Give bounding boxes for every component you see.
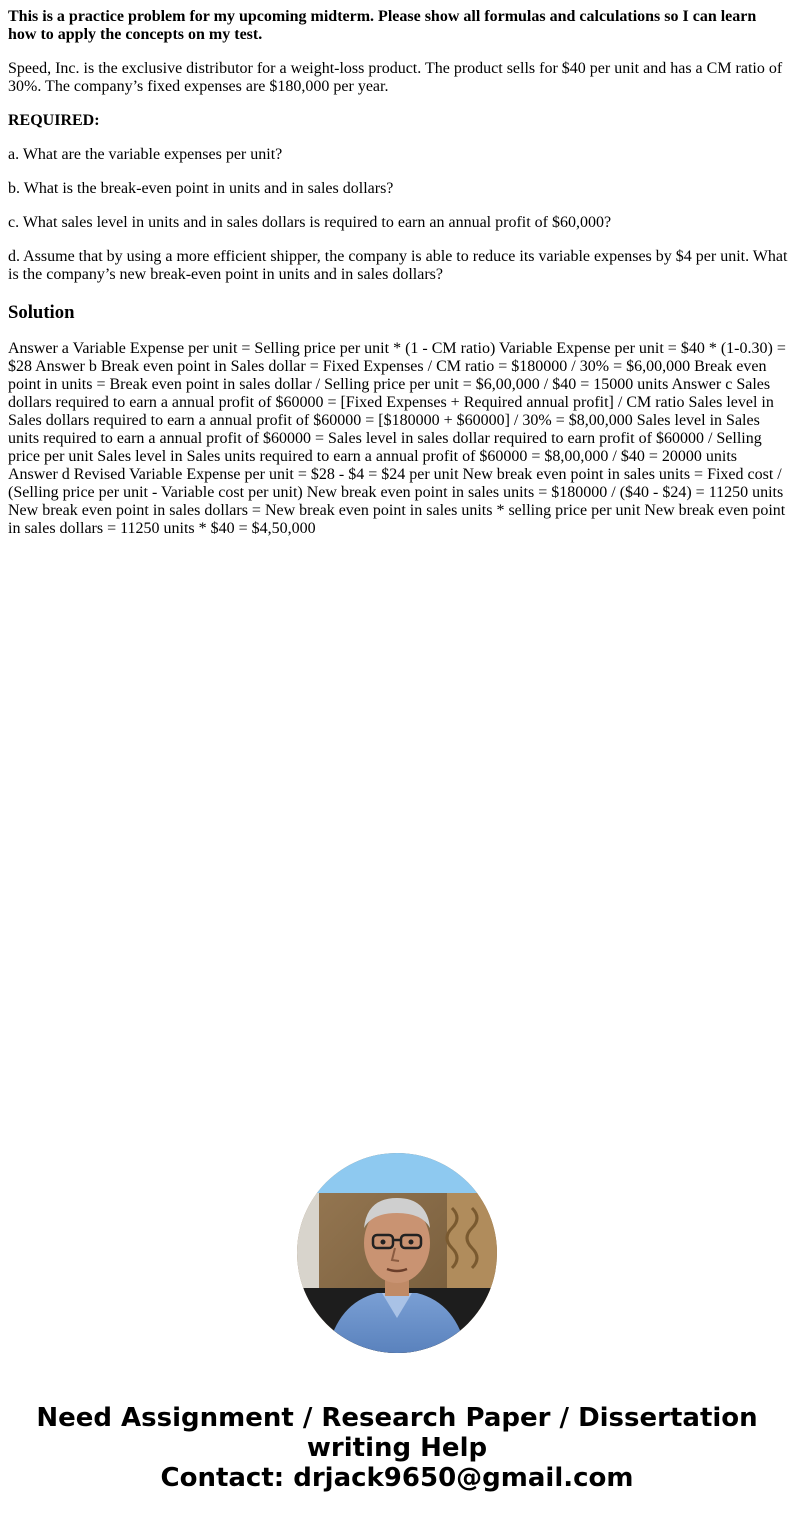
question-part-d: d. Assume that by using a more efficient shipper, the company is able to reduce its variable expenses by $4 per unit. What is the company’s new break-even point in units and in sales dollars? bbox=[8, 248, 788, 283]
tutor-photo-icon bbox=[297, 1153, 497, 1353]
question-content bbox=[8, 8, 788, 554]
promo-line-2: writing Help bbox=[306, 1433, 488, 1463]
solution-body: Answer a Variable Expense per unit = Selling price per unit * (1 - CM ratio) Variable Expense per unit = $40 * (1-0.30) = $28 Answer b Break even point in Sales dollar = Fixed Expenses / CM ratio = $180000 / 30% = $6,00,000 Break even point in units = Break even point in sales dollar / Selling price per unit = $6,00,000 / $40 = 15000 units Answer c Sales dollars required to earn a annual profit of $60000 = [Fixed Expenses + Required annual profit] / CM ratio Sales level in Sales dollars required to earn a annual profit of $60000 = [$180000 + $60000] / 30% = $8,00,000 Sales level in Sales units required to earn a annual profit of $60000 = Sales level in sales dollar required to earn profit of $60000 / Selling price per unit Sales level in Sales units required to earn a annual profit of $60000 = $8,00,000 / $40 = 20000 units Answer d Revised Variable Expense per unit = $28 - $4 = $24 per unit New break even point in sales units = Fixed cost / (Selling price per unit - Variable cost per unit) New break even point in sales units = $180000 / ($40 - $24) = 11250 units New break even point in sales dollars = New break even point in sales units * selling price per unit New break even point in sales dollars = 11250 units * $40 = $4,50,000 bbox=[8, 340, 786, 537]
question-part-a: a. What are the variable expenses per unit? bbox=[8, 146, 283, 163]
promo-contact: Contact: drjack9650@gmail.com bbox=[160, 1463, 634, 1493]
tutor-avatar bbox=[297, 1153, 497, 1353]
required-label: REQUIRED: bbox=[8, 112, 100, 129]
promo-line-1: Need Assignment / Research Paper / Dissertation bbox=[36, 1403, 758, 1433]
question-intro: This is a practice problem for my upcoming midterm. Please show all formulas and calculations so I can learn how to apply the concepts on my test. bbox=[8, 8, 757, 43]
solution-heading: Solution bbox=[8, 302, 75, 323]
question-part-c: c. What sales level in units and in sales dollars is required to earn an annual profit of $60,000? bbox=[8, 214, 612, 231]
promo-banner bbox=[0, 1403, 794, 1493]
question-part-b: b. What is the break-even point in units and in sales dollars? bbox=[8, 180, 394, 197]
question-scenario: Speed, Inc. is the exclusive distributor for a weight-loss product. The product sells for $40 per unit and has a CM ratio of 30%. The company’s fixed expenses are $180,000 per year. bbox=[8, 60, 783, 95]
